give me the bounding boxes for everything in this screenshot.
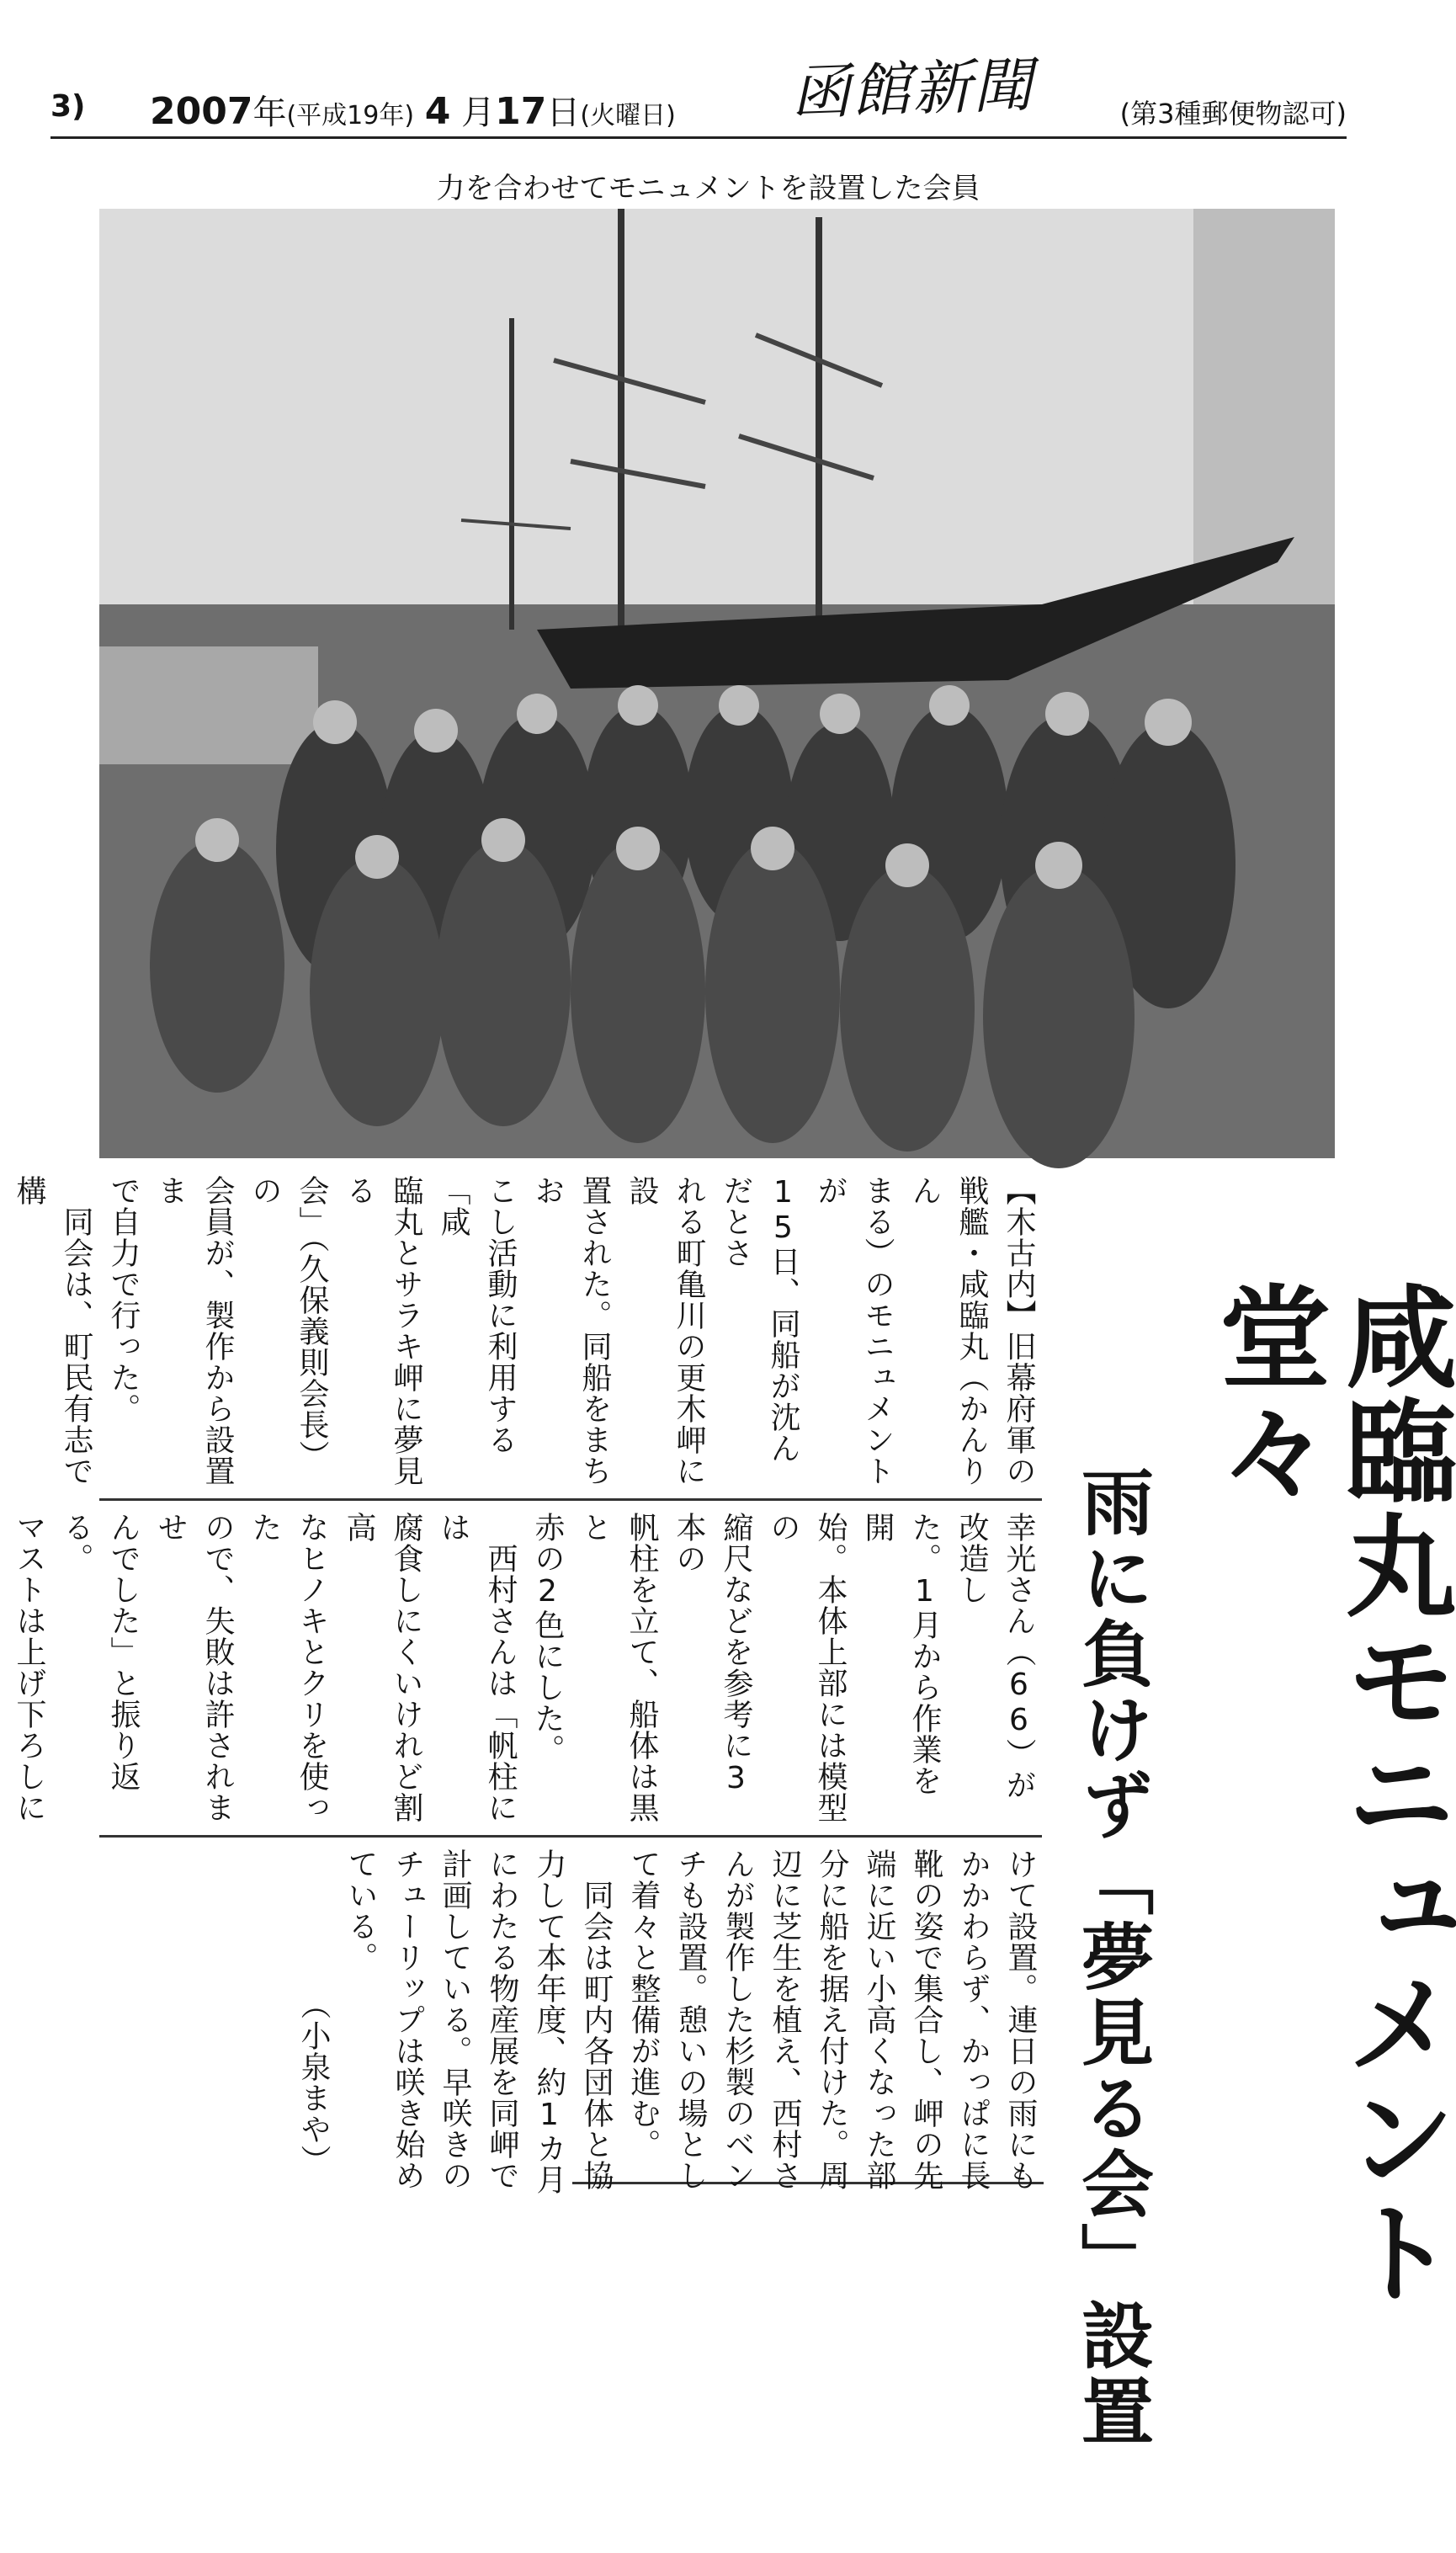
article-line: で自力で行った。 [106, 1175, 141, 1424]
newspaper-name: 函館新聞 [789, 50, 1035, 128]
article-line: チも設置。憩いの場とし [673, 1848, 708, 2191]
photo-illustration [99, 209, 1335, 1158]
postal-permit: (第3種郵便物認可) [1119, 98, 1347, 130]
masthead-rule [50, 136, 1347, 139]
article-line: 端に近い小高くなった部 [862, 1848, 896, 2191]
masthead [50, 50, 1347, 138]
article-line: 靴の姿で集合し、岬の先 [909, 1848, 943, 2191]
date-weekday: (火曜日) [580, 101, 676, 130]
article-body-middle [12, 1512, 1042, 1825]
article-line: 辺に芝生を植え、西村さ [768, 1848, 802, 2191]
article-line: チューリップは咲き始め [391, 1848, 425, 2191]
date-day-suffix: 日 [546, 93, 581, 132]
article-line: て着々と整備が進む。 [626, 1848, 661, 2160]
article-line: ている。 [343, 1848, 378, 1973]
article-line: 力して本年度、約1カ月 [532, 1848, 566, 2195]
article-line: 置された。同船をまちお [530, 1175, 612, 1487]
headline: 咸臨丸モニュメント堂々 [1200, 1279, 1456, 2310]
article-line: た。1月から作業を開 [860, 1512, 942, 1796]
article-line: 腐食しにくいけれど割高 [342, 1512, 423, 1823]
article-line: 縮尺などを参考に3本の [672, 1512, 753, 1796]
article-line: 始。本体上部には模型の [766, 1512, 848, 1823]
article-line: ので、失敗は許されませ [153, 1512, 235, 1823]
article-line: 戦艦・咸臨丸（かんりん [907, 1175, 989, 1487]
column-divider-middle [99, 1835, 1042, 1838]
article-line: れる町亀川の更木岬に設 [624, 1175, 706, 1487]
article-line: 会」（久保義則会長）の [247, 1175, 329, 1471]
article-line: 幸光さん（66）が改造し [954, 1512, 1036, 1800]
article-line: にわたる物産展を同岬で [485, 1848, 519, 2191]
date-year-suffix: 年 [252, 93, 287, 132]
article-body-bottom [296, 1848, 1044, 2505]
photo-caption: 力を合わせてモニュメントを設置した会員 [436, 172, 980, 205]
issue-date [150, 86, 676, 134]
date-month-suffix: 月 [450, 93, 496, 132]
date-month: 4 [424, 90, 451, 133]
article-line: けて設置。連日の雨にも [1003, 1848, 1038, 2191]
article-line: 計画している。早咲きの [438, 1848, 472, 2191]
article-line: 帆柱を立て、船体は黒と [577, 1512, 659, 1823]
article-body-top [12, 1175, 1042, 1488]
article-line: （小泉まや） [296, 1848, 331, 2176]
article-line: マストは上げ下ろしに [12, 1512, 46, 1823]
article-line: まる）のモニュメントが [813, 1175, 895, 1487]
article-line: 西村さんは「帆柱には [436, 1512, 518, 1823]
article-line: 赤の2色にした。 [530, 1512, 565, 1765]
article-line: 分に船を据え付けた。周 [815, 1848, 849, 2191]
article-line: 同会は町内各団体と協 [579, 1848, 614, 2191]
news-photo [99, 209, 1335, 1158]
date-era: (平成19年) [286, 101, 415, 130]
article-line: 15日、同船が沈んだとさ [719, 1175, 800, 1464]
article-line: こし活動に利用する「咸 [436, 1175, 518, 1455]
article-line: なヒノキとクリを使った [247, 1512, 329, 1823]
article-line: んが製作した杉製のベン [720, 1848, 755, 2191]
page-number: 3) [50, 89, 86, 124]
column-divider-top [99, 1498, 1042, 1501]
article-line: 会員が、製作から設置ま [153, 1175, 235, 1487]
article-line: 臨丸とサラキ岬に夢見る [342, 1175, 423, 1487]
article-line: かかわらず、かっぱに長 [956, 1848, 991, 2191]
article-line: んでした」と振り返る。 [59, 1512, 141, 1792]
date-year: 2007 [150, 90, 253, 133]
date-day: 17 [495, 90, 547, 133]
article-line: 【木古内】旧幕府軍の [1002, 1175, 1036, 1487]
article-line [0, 1175, 5, 1488]
subheadline: 雨に負けず「夢見る会」設置 [1069, 1465, 1153, 2449]
article-line: 同会は、町民有志で構 [12, 1175, 93, 1487]
